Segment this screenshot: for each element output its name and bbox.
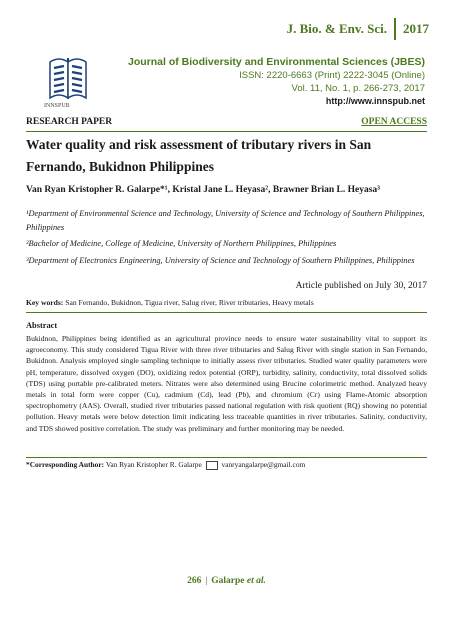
- journal-issn: ISSN: 2220-6663 (Print) 2222-3045 (Online): [239, 70, 425, 81]
- footer-divider: |: [205, 576, 208, 586]
- paper-type: RESEARCH PAPER: [26, 117, 113, 127]
- affiliation-1: ¹Department of Environmental Science and Technology, University of Science and Technology of Southern Philippines, Philippines: [26, 209, 425, 232]
- corresponding-label: *Corresponding Author:: [26, 460, 105, 469]
- journal-tag: [287, 18, 429, 40]
- logo-label: INNSPUB: [44, 103, 70, 109]
- journal-year: 2017: [403, 21, 429, 36]
- corresponding-author: [26, 457, 427, 470]
- journal-volume: Vol. 11, No. 1, p. 266-273, 2017: [291, 83, 425, 94]
- tag-divider: [394, 18, 396, 40]
- journal-name: Journal of Biodiversity and Environmental Sciences (JBES): [128, 56, 425, 68]
- envelope-icon: [206, 461, 218, 470]
- keywords: [26, 298, 427, 313]
- affiliations: [26, 207, 431, 270]
- corresponding-email[interactable]: vanryangalarpe@gmail.com: [221, 460, 306, 469]
- publication-date: Article published on July 30, 2017: [295, 281, 427, 291]
- affiliation-2: ²Bachelor of Medicine, College of Medicine, University of Northern Philippines, Philippines: [26, 239, 337, 249]
- innspub-logo: [48, 54, 88, 104]
- affiliation-3: ³Department of Electronics Engineering, University of Science and Technology of Southern Philippines, Philippines: [26, 255, 415, 265]
- footer-author: Galarpe: [211, 576, 245, 586]
- author-list: Van Ryan Kristopher R. Galarpe*¹, Kristal Jane L. Heyasa², Brawner Brian L. Heyasa³: [26, 185, 381, 195]
- journal-header: [128, 56, 425, 108]
- open-access-link[interactable]: OPEN ACCESS: [361, 117, 427, 127]
- paper-title: Water quality and risk assessment of tributary rivers in San Fernando, Bukidnon Philippines: [26, 137, 372, 174]
- keywords-label: Key words:: [26, 298, 64, 307]
- page-number: 266: [187, 576, 202, 586]
- page-footer: [0, 576, 453, 586]
- journal-url[interactable]: http://www.innspub.net: [325, 96, 425, 106]
- abstract-heading: Abstract: [26, 321, 58, 330]
- journal-abbrev: J. Bio. & Env. Sci.: [286, 21, 387, 36]
- book-logo-icon: [48, 54, 88, 104]
- keywords-text: San Fernando, Bukidnon, Tigua river, Salug river, River tributaries, Heavy metals: [65, 298, 314, 307]
- paper-type-bar: [26, 117, 427, 132]
- footer-etal: et al.: [246, 576, 266, 586]
- corresponding-name: Van Ryan Kristopher R. Galarpe: [105, 460, 202, 469]
- abstract-text: Bukidnon, Philippines being identified as an agricultural province needs to ensure water sustainability vital to support its agroeconomy. This study considered Tigua River with three river tributaries and Salug River with single station in San Fernando, Bukidnon. Analysis employed single sampling technique to initially assess river tributaries. Studied water quality parameters were pH, temperature, dissolved oxygen (DO), oxidizing redox potential (ORP), turbidity, salinity, conductivity, total dissolved solids (TDS) using portable pre-calibrated meters. Nitrates were also determined using Brucine colorimetric method. Analyzed heavy metals in total form were copper (Cu), cadmium (Cd), lead (Pb), and chromium (Cr) using Flame-Atomic absorption spectrophometry (AAS). Overall, studied river tributaries passed national regulation with risk quotient (RQ) showing no potential pollution. Heavy metals were below detection limit indicating less traceable quantities in river tributaries. Salinity, conductivity, and TDS showed positive correlation. The study was preliminary and further monitoring may be needed.: [26, 334, 427, 433]
